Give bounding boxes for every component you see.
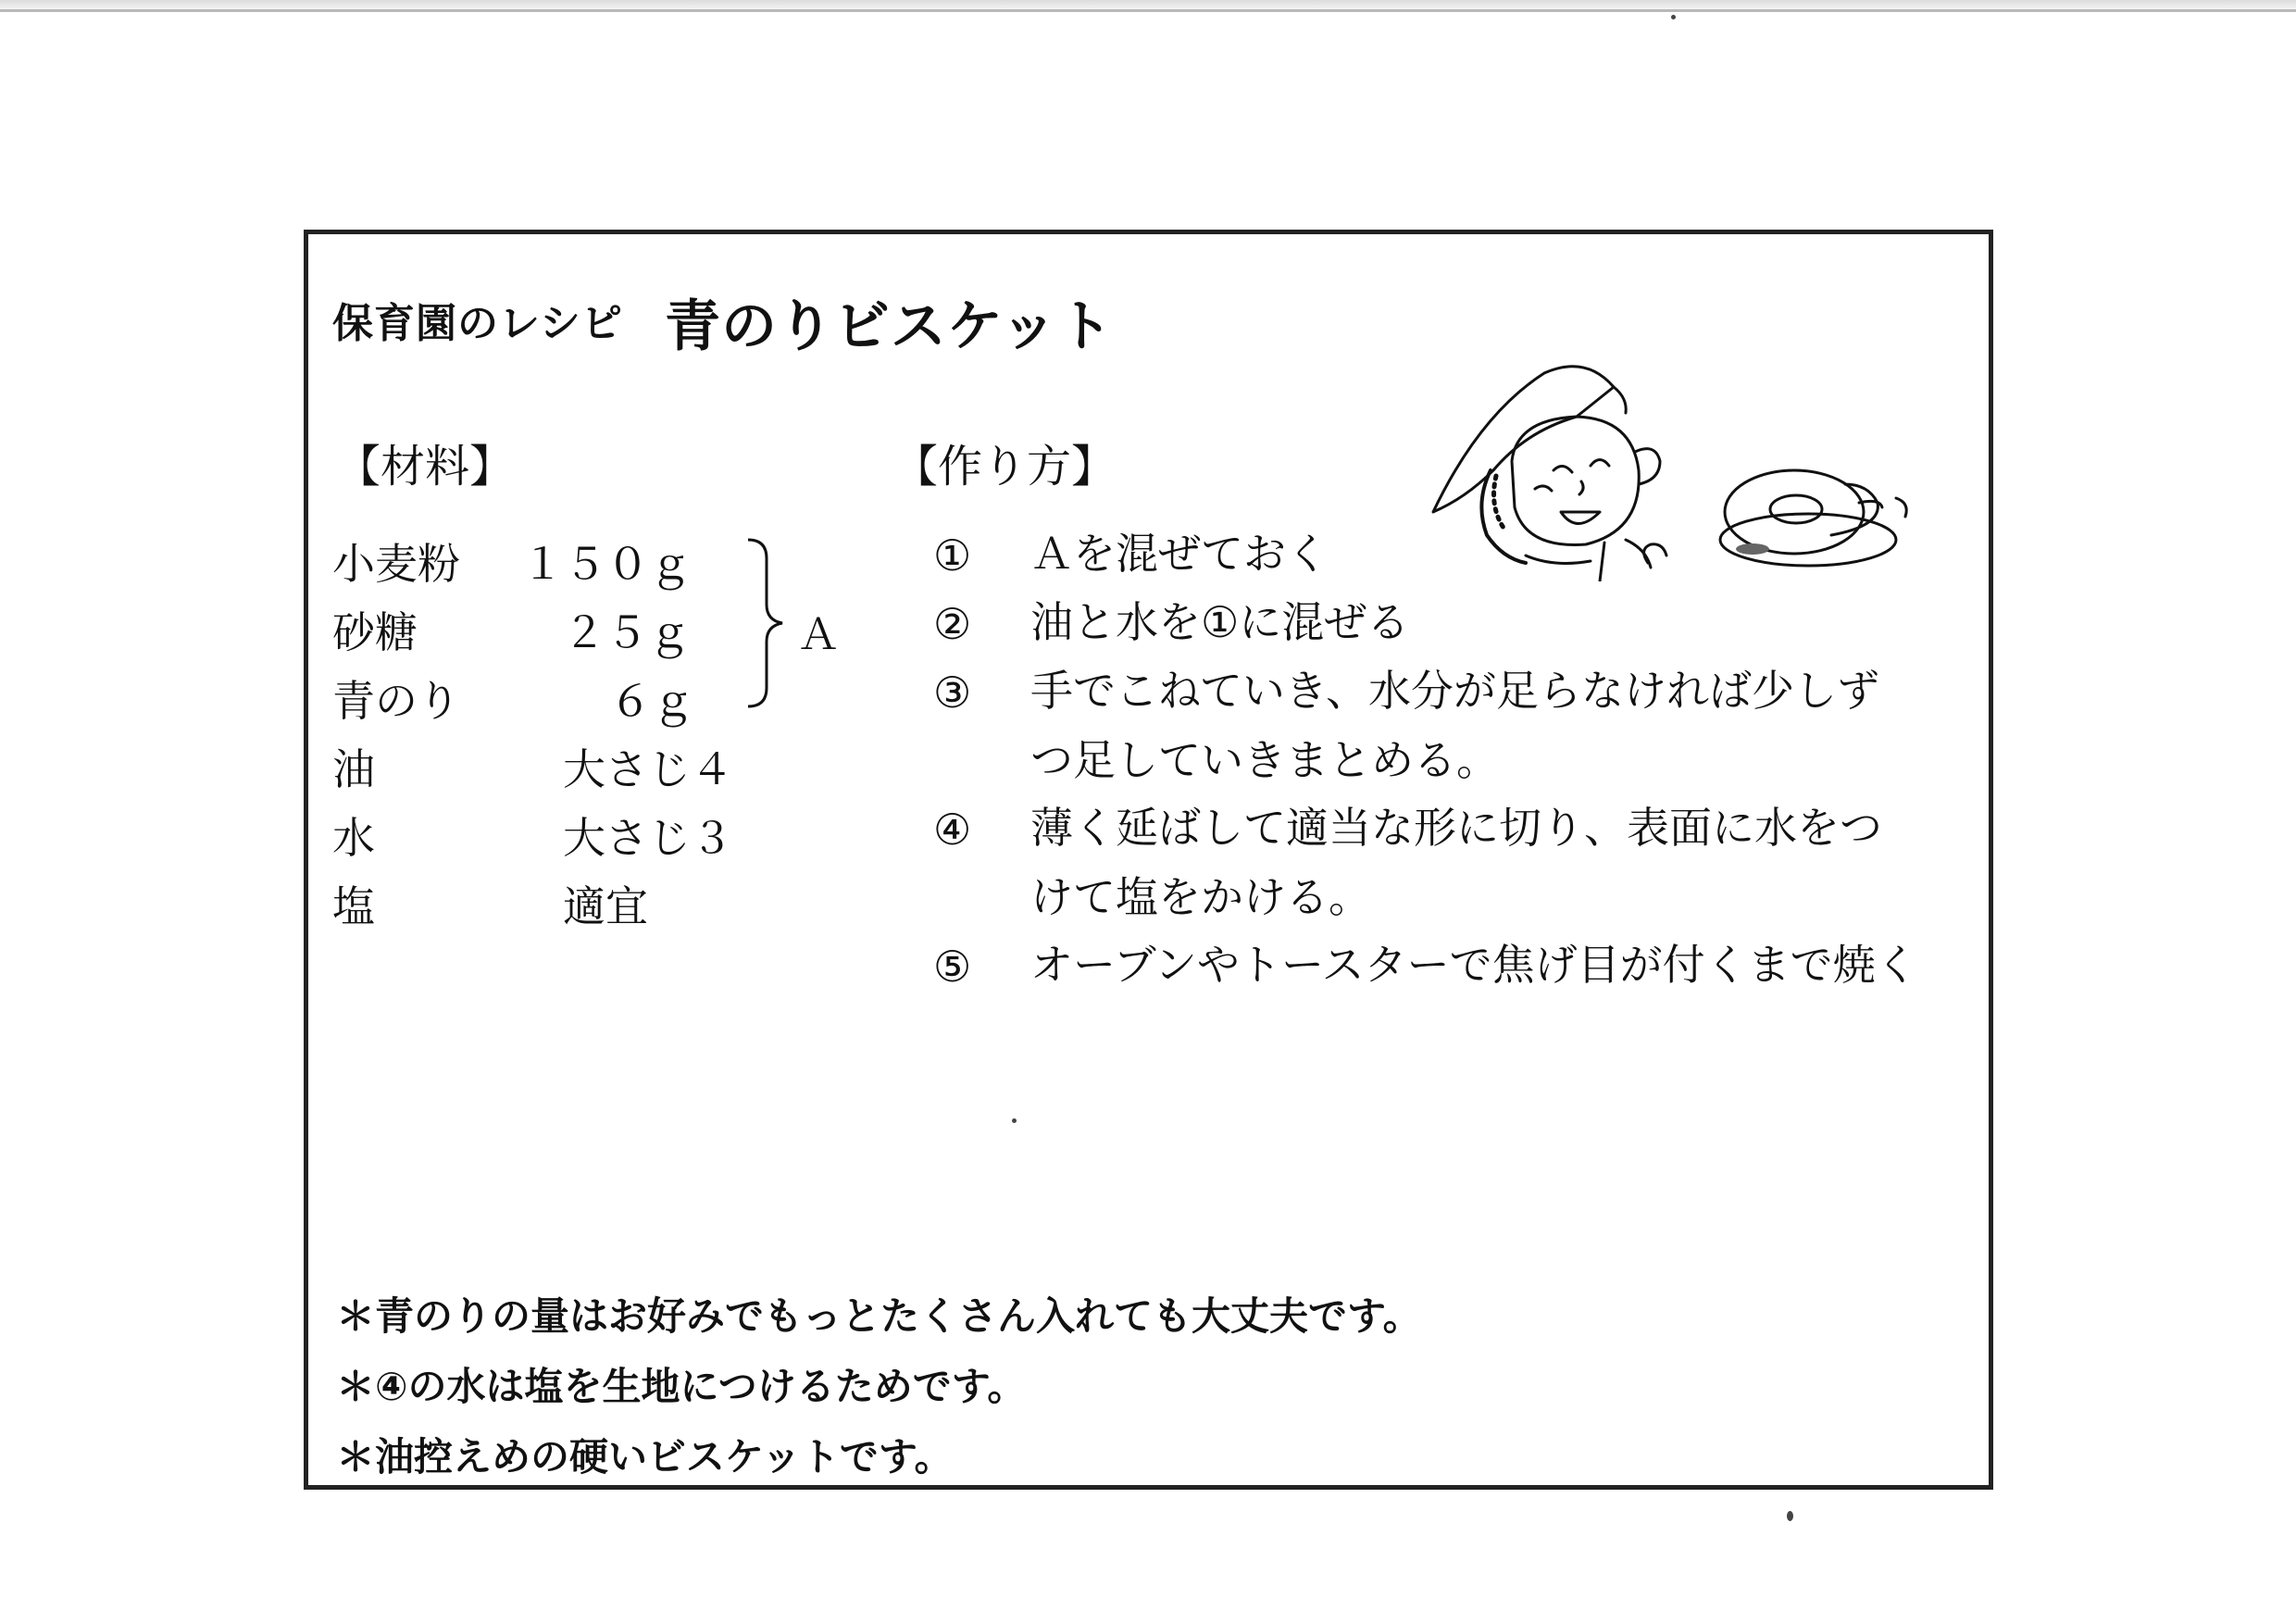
ingredient-amount: １５０ｇ (521, 539, 692, 589)
scan-speck (1012, 1118, 1017, 1123)
note-line: ＊④の水は塩を生地につけるためです。 (336, 1364, 1027, 1409)
step-number: ① (933, 531, 972, 581)
ingredient-name: 小麦粉 (332, 539, 460, 589)
recipe-card (304, 230, 1993, 1490)
recipe-subtitle: 保育園のレシピ (332, 300, 623, 347)
group-brace (743, 535, 790, 711)
step-number: ④ (933, 805, 972, 855)
note-line: ＊油控えめの硬いビスケットです。 (336, 1434, 954, 1479)
ingredient-amount: 大さじ３ (563, 813, 733, 863)
scan-speck (1787, 1511, 1793, 1521)
step-text: 油と水を①に混ぜる (1030, 597, 1410, 647)
ingredient-amount: 適宜 (563, 881, 648, 931)
ingredient-name: 塩 (332, 881, 375, 931)
group-label: Ａ (797, 609, 840, 659)
step-text: 薄く延ばして適当な形に切り、表面に水をつけて塩をかける。 (1030, 803, 1882, 922)
step-text: 手でこねていき、水分が足らなければ少しずつ足していきまとめる。 (1030, 666, 1880, 785)
step-text: Ａを混ぜておく (1030, 529, 1329, 579)
method-heading: 【作り方】 (893, 441, 1117, 493)
ingredient-name: 砂糖 (332, 607, 418, 657)
step-number: ⑤ (933, 942, 972, 992)
scan-speck (1671, 15, 1676, 19)
ingredient-amount: ６ｇ (609, 676, 694, 726)
step-text: オーブンやトースターで焦げ目が付くまで焼く (1030, 940, 1918, 990)
ingredient-name: 水 (332, 813, 375, 863)
recipe-title: 青のりビスケット (665, 294, 1114, 359)
ingredients-heading: 【材料】 (336, 441, 515, 493)
ingredient-amount: 大さじ４ (563, 744, 733, 794)
ingredient-name: 油 (332, 744, 375, 794)
ingredient-amount: ２５ｇ (563, 607, 691, 657)
step-number: ② (933, 599, 972, 649)
ingredient-name: 青のり (332, 676, 460, 726)
scan-top-edge (0, 0, 2296, 12)
step-number: ③ (933, 668, 972, 718)
note-line: ＊青のりの量はお好みでもっとたくさん入れても大丈夫です。 (336, 1293, 1422, 1339)
